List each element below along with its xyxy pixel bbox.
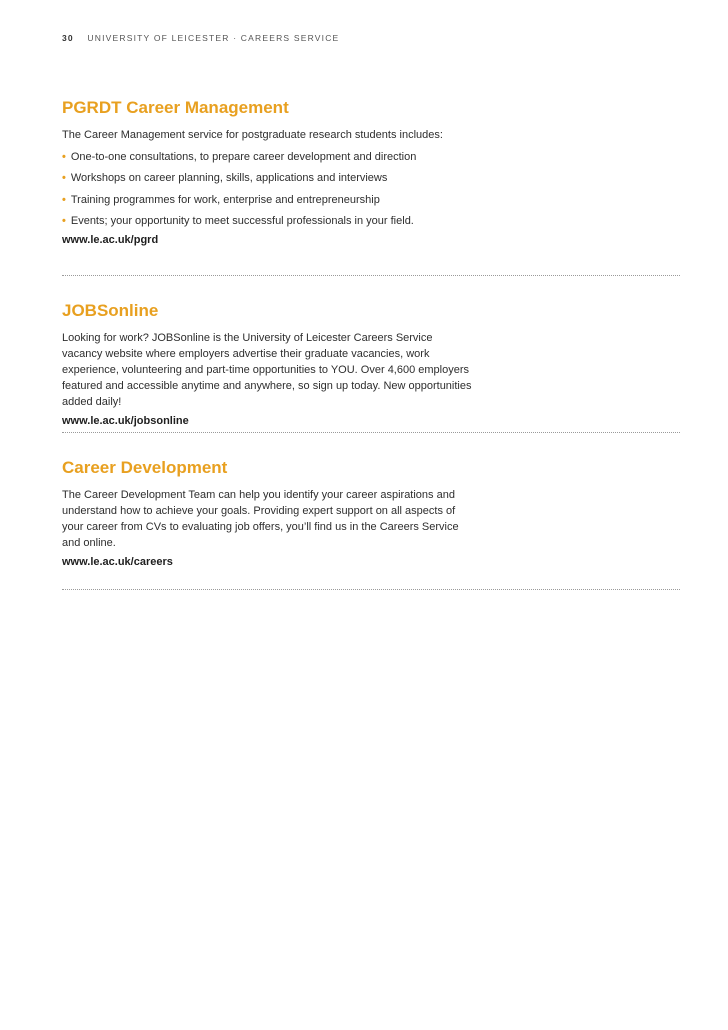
section-title: PGRDT Career Management xyxy=(62,98,289,117)
list-item: • One-to-one consultations, to prepare career development and direction xyxy=(62,150,417,163)
list-item: • Workshops on career planning, skills, applications and interviews xyxy=(62,172,388,184)
list-item: • Training programmes for work, enterprise and entrepreneurship xyxy=(62,193,380,206)
jobsonline-link[interactable]: www.le.ac.uk/jobsonline xyxy=(62,415,189,427)
bullet-icon: • xyxy=(62,172,66,184)
page-number: 30 xyxy=(62,33,74,43)
list-item: • Events; your opportunity to meet successful professionals in your field. xyxy=(62,215,414,227)
section-title: Career Development xyxy=(62,458,228,477)
section-body: Looking for work? JOBSonline is the University of Leicester Careers Service vacancy website where employers advertise their graduate vacancies, work experience, volunteering and part-time opportunities to YOU. Over 4,600 employers featured and accessible anytime and anywhere, so sign up today. New opportunities added daily! xyxy=(62,332,472,408)
section-jobsonline xyxy=(62,301,682,429)
section-body: The Career Development Team can help you identify your career aspirations and understand how to achieve your goals. Providing expert support on all aspects of your career from CVs to evaluating job offers, you’ll find us in the Careers Service and online. xyxy=(62,489,459,549)
bullet-icon: • xyxy=(62,150,66,163)
section-career-development xyxy=(62,458,682,570)
section-intro: The Career Management service for postgraduate research students includes: xyxy=(62,129,443,141)
section-divider xyxy=(62,432,680,433)
careers-link[interactable]: www.le.ac.uk/careers xyxy=(62,556,173,568)
section-pgrdt-career-management xyxy=(62,98,682,248)
section-divider xyxy=(62,275,680,276)
pgrd-link[interactable]: www.le.ac.uk/pgrd xyxy=(62,234,159,246)
bullet-icon: • xyxy=(62,193,66,206)
bullet-icon: • xyxy=(62,215,66,227)
running-title: UNIVERSITY OF LEICESTER · CAREERS SERVICE xyxy=(87,33,340,43)
bullet-list xyxy=(62,149,682,230)
section-title: JOBSonline xyxy=(62,301,159,320)
section-divider xyxy=(62,589,680,590)
running-header xyxy=(62,33,339,43)
